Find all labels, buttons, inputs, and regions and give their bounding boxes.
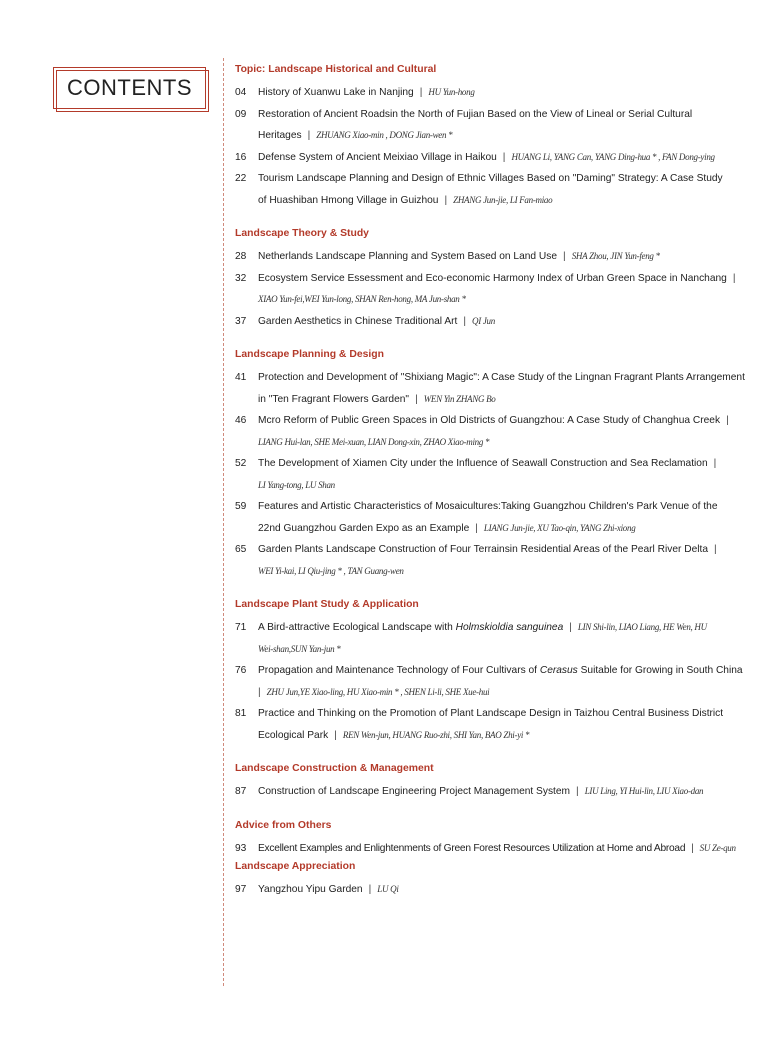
toc-entry[interactable] [235, 311, 760, 333]
toc-entry[interactable] [235, 367, 760, 410]
entry-title: Netherlands Landscape Planning and System Based on Land Use [258, 251, 558, 262]
toc-section [235, 62, 760, 211]
entry-title: History of Xuanwu Lake in Nanjing [258, 87, 414, 98]
toc-entry[interactable] [235, 703, 760, 746]
entry-title: Tourism Landscape Planning and Design of Ethnic Villages Based on "Daming" Strategy: A Case Study [258, 173, 723, 184]
separator: | [444, 194, 448, 206]
toc-entry[interactable] [235, 781, 760, 803]
toc-entry[interactable] [235, 268, 760, 311]
entry-title-cont: Ecological Park [258, 729, 329, 741]
page-number: 87 [235, 786, 247, 797]
entry-authors: ZHU Jun,YE Xiao-ling, HU Xiao-min * , SHEN Li-li, SHE Xue-hui [266, 686, 490, 697]
toc-section [235, 597, 760, 746]
entry-authors: HUANG Li, YANG Can, YANG Ding-hua * , FAN Dong-ying [511, 151, 715, 162]
entry-title: Yangzhou Yipu Garden [258, 884, 363, 895]
section-title: Landscape Theory & Study [235, 228, 369, 239]
page-number: 37 [235, 315, 247, 327]
page-number: 76 [235, 665, 247, 676]
section-title: Landscape Plant Study & Application [235, 599, 419, 610]
entry-authors: ZHANG Jun-jie, LI Fan-miao [453, 194, 553, 205]
vertical-divider [223, 58, 224, 986]
toc-entry[interactable] [235, 617, 760, 660]
entry-title-post: Suitable for Growing in South China [577, 665, 743, 676]
page-number: 65 [235, 544, 247, 555]
separator: | [502, 151, 506, 163]
entry-title: The Development of Xiamen City under the Influence of Seawall Construction and Sea Reclamation [258, 458, 708, 469]
entry-authors: HU Yun-hong [428, 87, 475, 97]
toc-entry[interactable] [235, 104, 760, 147]
separator: | [569, 622, 572, 633]
page-number: 52 [235, 458, 247, 469]
entry-title: Defense System of Ancient Meixiao Village in Haikou [258, 151, 497, 163]
entry-authors: REN Wen-jun, HUANG Ruo-zhi, SHI Yan, BAO Zhi-yi * [342, 729, 530, 740]
toc-section [235, 226, 760, 332]
entry-authors: LU Qi [377, 884, 399, 894]
toc-entry[interactable] [235, 410, 760, 453]
entry-title-cont: in "Ten Fragrant Flowers Garden" [258, 393, 410, 405]
section-title: Landscape Planning & Design [235, 349, 384, 360]
entry-authors: XIAO Yun-fei,WEI Yun-long, SHAN Ren-hong, MA Jun-shan * [258, 294, 466, 304]
entry-title: Construction of Landscape Engineering Project Management System [258, 786, 571, 797]
entry-title: Propagation and Maintenance Technology of Four Cultivars of [258, 665, 540, 676]
page-number: 46 [235, 415, 247, 426]
entry-title: Garden Aesthetics in Chinese Traditional Art [258, 315, 458, 327]
toc-section [235, 818, 760, 860]
toc-entry[interactable] [235, 168, 760, 211]
toc-entry[interactable] [235, 660, 760, 703]
contents-label: CONTENTS [67, 75, 192, 100]
toc-entry[interactable] [235, 82, 760, 104]
entry-authors: WEI Yi-kai, LI Qiu-jing * , TAN Guang-wen [258, 565, 404, 576]
separator: | [691, 842, 694, 854]
toc-entry[interactable] [235, 453, 760, 496]
toc-section [235, 761, 760, 803]
section-title: Topic: Landscape Historical and Cultural [235, 64, 437, 75]
section-title: Advice from Others [235, 819, 332, 831]
page-number: 81 [235, 708, 247, 719]
section-title: Landscape Appreciation [235, 861, 356, 872]
entry-authors: WEN Yin ZHANG Bo [423, 393, 496, 404]
separator: | [334, 729, 337, 741]
toc-entry[interactable] [235, 879, 760, 901]
page-number: 04 [235, 87, 247, 98]
entry-title: Restoration of Ancient Roadsin the North of Fujian Based on the View of Lineal or Serial Cultural [258, 108, 693, 120]
page-number: 41 [235, 372, 247, 383]
page-number: 97 [235, 884, 247, 895]
entry-title: Protection and Development of "Shixiang Magic": A Case Study of the Lingnan Fragrant Plants Arrangement [258, 372, 745, 383]
toc-entry[interactable] [235, 838, 760, 860]
entry-authors: SHA Zhou, JIN Yun-feng * [571, 251, 660, 261]
separator: | [419, 87, 423, 98]
entry-authors: QI Jun [472, 315, 495, 326]
separator: | [714, 544, 717, 555]
page-number: 71 [235, 622, 247, 633]
page-number: 32 [235, 272, 247, 284]
entry-title: Mcro Reform of Public Green Spaces in Old Districts of Guangzhou: A Case Study of Changhua Creek [258, 415, 721, 426]
page-number: 59 [235, 501, 247, 512]
entry-title: Garden Plants Landscape Construction of Four Terrainsin Residential Areas of the Pearl River Delta [258, 544, 708, 555]
contents-heading [53, 67, 206, 109]
separator: | [258, 686, 261, 698]
entry-authors: ZHUANG Xiao-min , DONG Jian-wen * [316, 130, 453, 140]
entry-authors: LIANG Jun-jie, XU Tao-qin, YANG Zhi-xiong [483, 522, 636, 533]
section-title: Landscape Construction & Management [235, 763, 434, 774]
entry-authors: LIANG Hui-lan, SHE Mei-xuan, LIAN Dong-xin, ZHAO Xiao-ming * [258, 436, 490, 447]
entry-authors: LIU Ling, YI Hui-lin, LIU Xiao-dan [584, 786, 704, 796]
separator: | [475, 522, 478, 534]
entry-authors: SU Ze-qun [699, 842, 736, 853]
separator: | [415, 393, 418, 405]
separator: | [713, 458, 717, 469]
page-number: 28 [235, 251, 247, 262]
toc-section [235, 347, 760, 582]
entry-title-cont: 22nd Guangzhou Garden Expo as an Example [258, 522, 470, 534]
entry-title: A Bird-attractive Ecological Landscape with [258, 622, 456, 633]
toc-section [235, 859, 760, 901]
separator: | [726, 415, 729, 426]
entry-title: Features and Artistic Characteristics of Mosaicultures:Taking Guangzhou Children's Park Venue of the [258, 501, 718, 512]
separator: | [307, 130, 311, 141]
separator: | [576, 786, 579, 797]
entry-title-species: Holmskioldia sanguinea [455, 622, 564, 633]
page-number: 09 [235, 108, 247, 120]
entry-title: Excellent Examples and Enlightenments of Green Forest Resources Utilization at Home and Abroad [258, 842, 686, 854]
separator: | [368, 884, 372, 895]
entry-title-cont: of Huashiban Hmong Village in Guizhou [258, 194, 439, 206]
toc-entry[interactable] [235, 539, 760, 582]
entry-title: Ecosystem Service Essessment and Eco-economic Harmony Index of Urban Green Space in Nanchang [258, 272, 727, 284]
entry-title: Practice and Thinking on the Promotion of Plant Landscape Design in Taizhou Central Business District [258, 708, 724, 719]
entry-authors-cont: Wei-shan,SUN Yan-jun * [258, 643, 341, 654]
separator: | [732, 272, 736, 284]
toc-column [235, 62, 760, 901]
toc-entry[interactable] [235, 147, 760, 169]
entry-title-genus: Cerasus [539, 665, 578, 676]
entry-title-cont: Heritages [258, 130, 302, 141]
page-number: 22 [235, 173, 247, 184]
separator: | [563, 251, 566, 262]
separator: | [463, 315, 466, 327]
page-number: 16 [235, 151, 247, 163]
toc-entry[interactable] [235, 246, 760, 268]
toc-entry[interactable] [235, 496, 760, 539]
page-number: 93 [235, 842, 247, 854]
entry-authors: LI Yang-tong, LU Shan [258, 479, 335, 490]
entry-authors: LIN Shi-lin, LIAO Liang, HE Wen, HU [577, 622, 707, 632]
